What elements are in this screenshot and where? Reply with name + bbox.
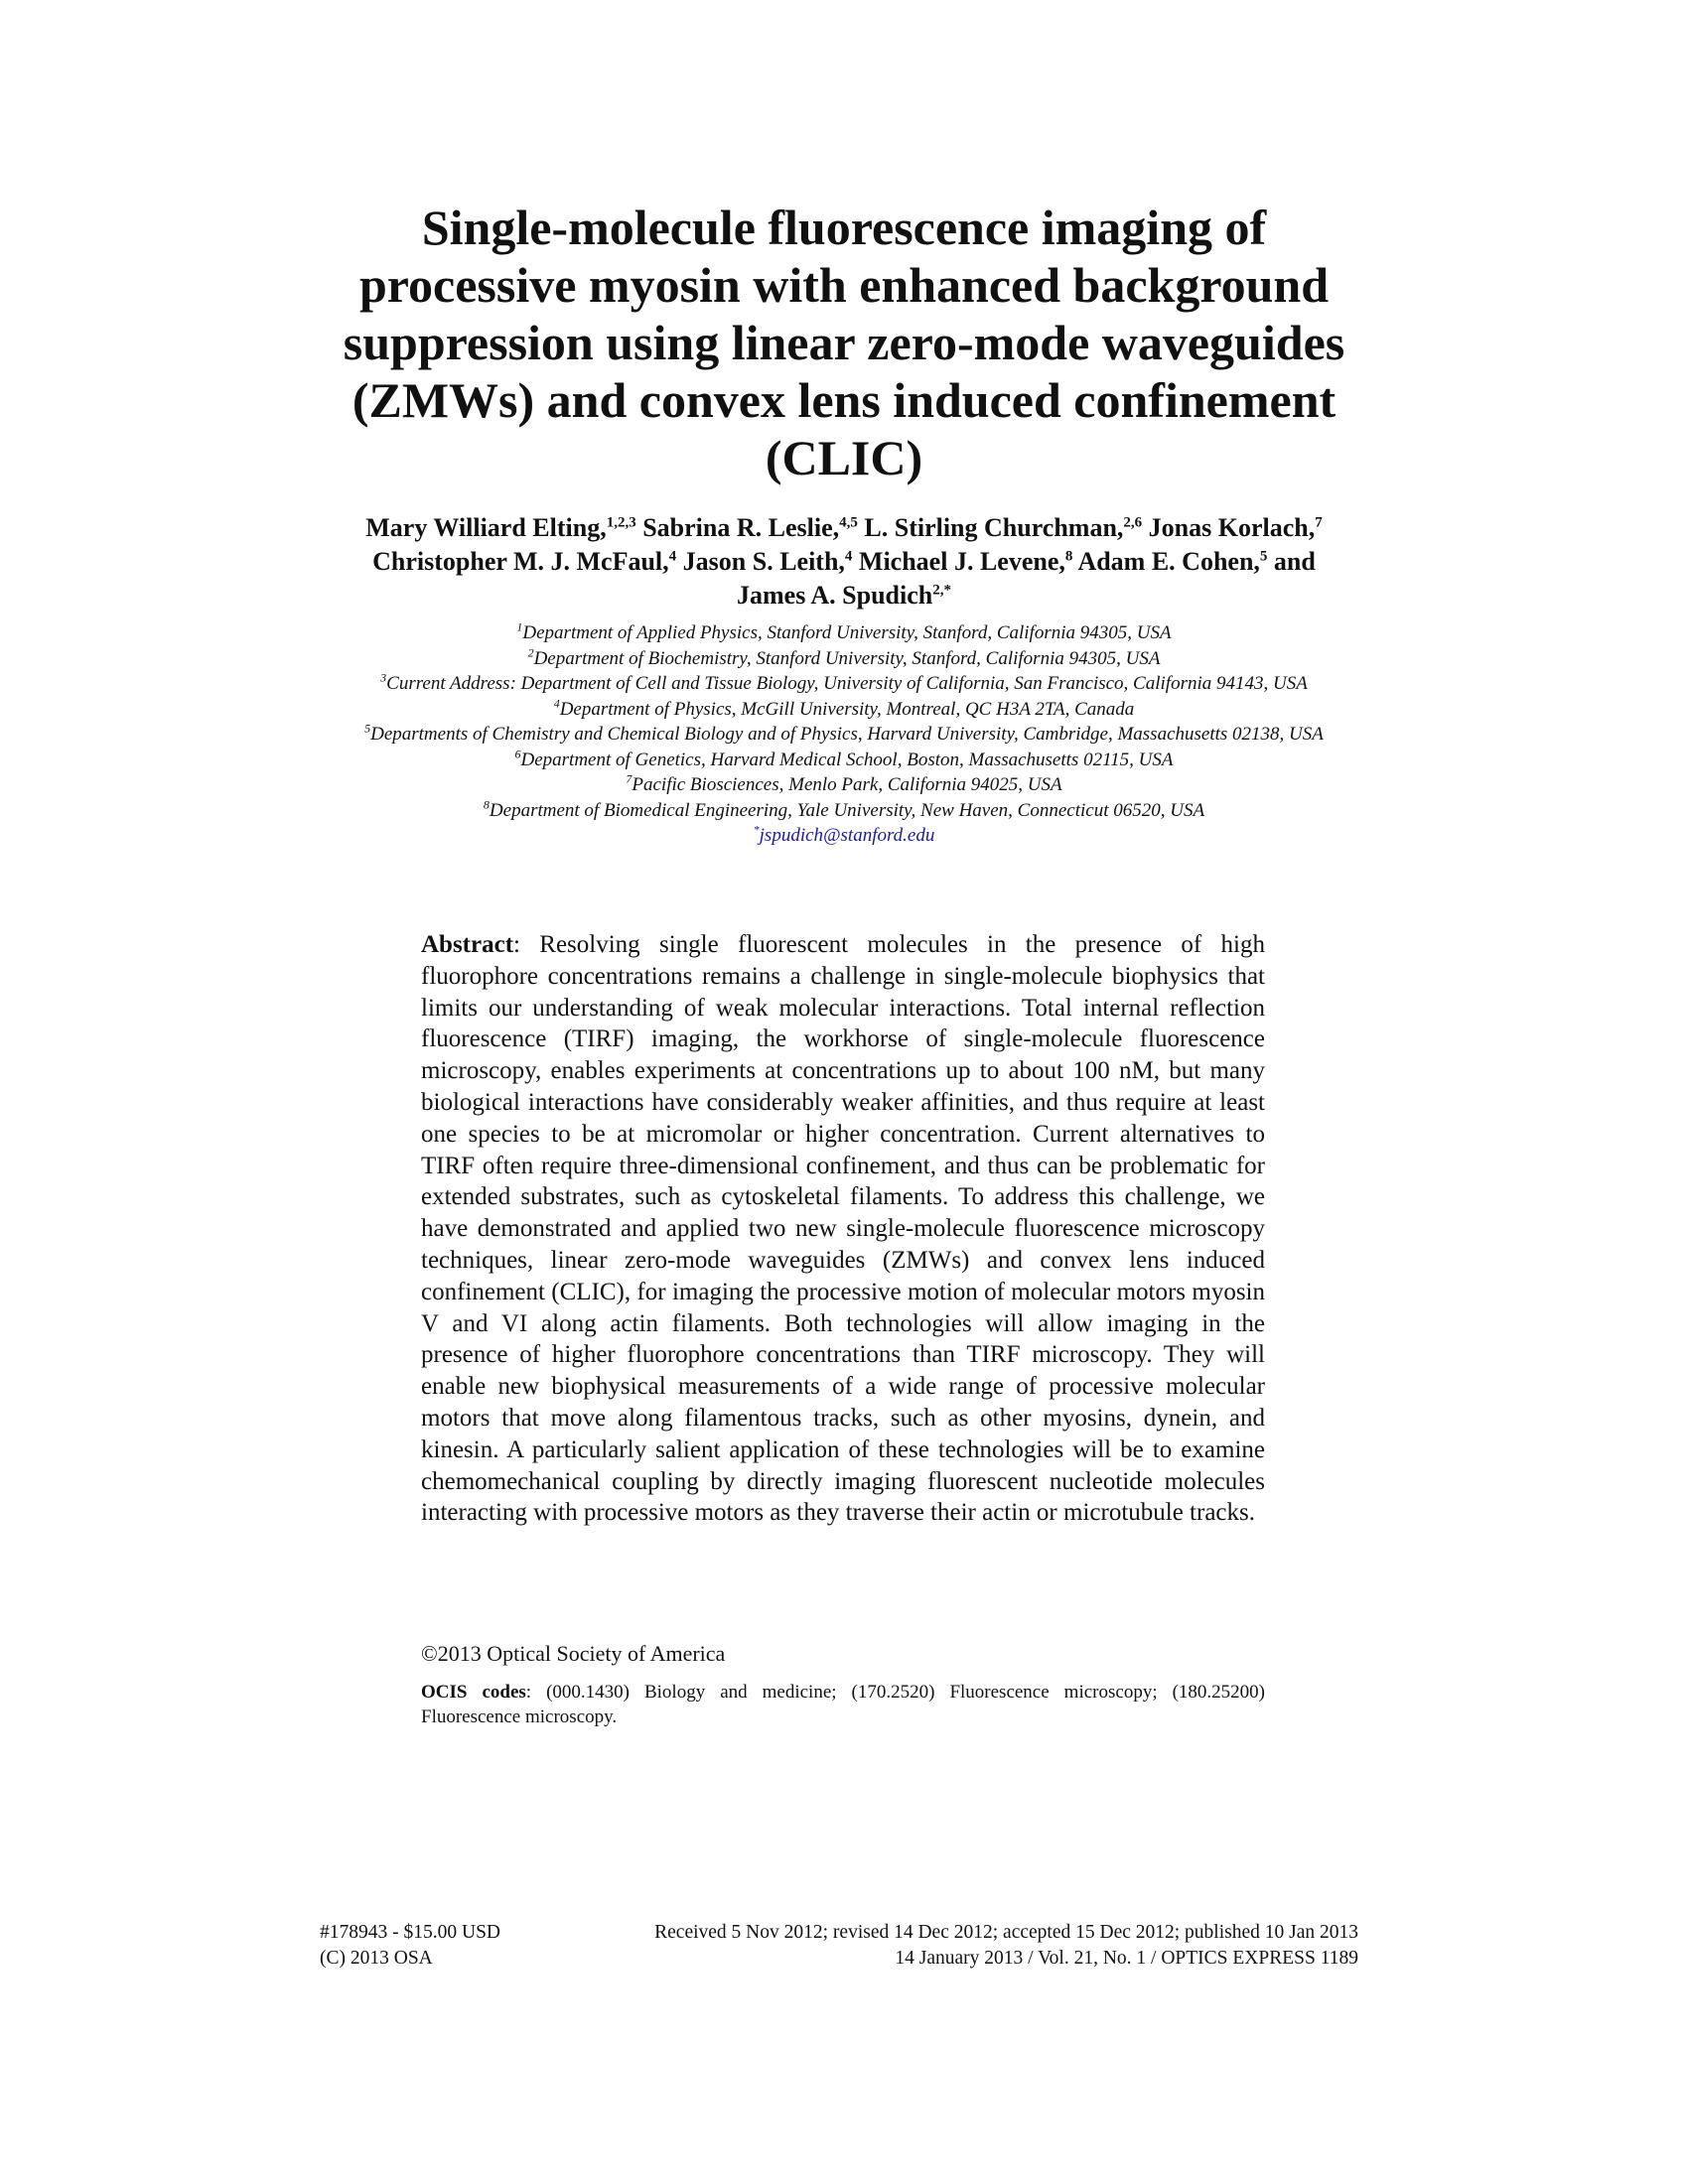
- author-name: L. Stirling Churchman,: [857, 513, 1124, 542]
- affiliation-sup: 6: [514, 747, 521, 761]
- affiliation-text: Current Address: Department of Cell and Tissue Biology, University of California, San Francisco, California 94143, USA: [386, 673, 1308, 694]
- author-sup: 5: [1259, 548, 1268, 565]
- author-sup: 4: [668, 548, 677, 565]
- ocis-label: OCIS codes: [421, 1682, 526, 1703]
- author-name: Michael J. Levene,: [852, 547, 1065, 576]
- title-line: (ZMWs) and convex lens induced confinement: [352, 372, 1336, 428]
- affiliation: [328, 772, 1360, 798]
- email: [328, 823, 1360, 849]
- author-name: Christopher M. J. McFaul,: [372, 547, 669, 576]
- affiliation-text: Department of Applied Physics, Stanford University, Stanford, California 94305, USA: [522, 622, 1172, 643]
- author-line: [298, 545, 1390, 579]
- ocis-codes: [421, 1680, 1265, 1729]
- author-conjunction: and: [1267, 547, 1316, 576]
- affiliation: [328, 748, 1360, 773]
- affiliation-sup: 5: [364, 721, 371, 736]
- affiliation-sup: 4: [553, 696, 560, 711]
- abstract-label: Abstract: [421, 931, 514, 958]
- affiliation-text: Department of Biochemistry, Stanford University, Stanford, California 94305, USA: [533, 647, 1161, 669]
- author-name: James A. Spudich: [737, 581, 933, 610]
- affiliation: [328, 798, 1360, 824]
- author-sup: 1,2,3: [606, 514, 636, 531]
- ocis-text: : (000.1430) Biology and medicine; (170.2520) Fluorescence microscopy; (180.25200) Fluorescence microscopy.: [421, 1682, 1265, 1727]
- author-name: Jonas Korlach,: [1142, 513, 1316, 542]
- author-sup: 7: [1315, 514, 1323, 531]
- affiliation-text: Department of Genetics, Harvard Medical School, Boston, Massachusetts 02115, USA: [520, 749, 1174, 770]
- affiliation: [328, 646, 1360, 672]
- author-sup: 8: [1064, 548, 1073, 565]
- article-id: #178943 - $15.00 USD: [320, 1922, 501, 1943]
- affiliation: [328, 697, 1360, 723]
- affiliation-text: Pacific Biosciences, Menlo Park, California 94025, USA: [632, 774, 1062, 795]
- title-line: Single-molecule fluorescence imaging of: [421, 200, 1267, 255]
- copyright: ©2013 Optical Society of America: [421, 1641, 726, 1666]
- publication-history: Received 5 Nov 2012; revised 14 Dec 2012; accepted 15 Dec 2012; published 10 Jan 2013: [654, 1922, 1358, 1943]
- affiliation-sup: 1: [516, 619, 523, 634]
- affiliation-sup: 8: [483, 797, 490, 812]
- title-line: suppression using linear zero-mode waveguides: [343, 315, 1345, 370]
- affiliation-sup: 3: [380, 670, 387, 685]
- affiliation-text: Departments of Chemistry and Chemical Biology and of Physics, Harvard University, Cambridge, Massachusetts 02138, USA: [370, 724, 1324, 745]
- affiliation: [328, 620, 1360, 646]
- osa-copyright: (C) 2013 OSA: [320, 1948, 433, 1969]
- author-line: [298, 511, 1390, 545]
- email-link[interactable]: jspudich@stanford.edu: [759, 825, 935, 846]
- title-line: processive myosin with enhanced background: [358, 257, 1330, 313]
- author-list: [298, 511, 1390, 613]
- author-name: Mary Williard Elting,: [365, 513, 607, 542]
- author-name: Sabrina R. Leslie,: [635, 513, 840, 542]
- affiliation-text: Department of Physics, McGill University, Montreal, QC H3A 2TA, Canada: [559, 698, 1135, 720]
- affiliation-list: [328, 620, 1360, 849]
- author-sup: 2,6: [1123, 514, 1143, 531]
- author-sup: 4,5: [839, 514, 858, 531]
- author-name: Jason S. Leith,: [676, 547, 845, 576]
- journal-citation: 14 January 2013 / Vol. 21, No. 1 / OPTICS EXPRESS 1189: [895, 1948, 1358, 1969]
- author-line: [298, 579, 1390, 613]
- title-line: (CLIC): [765, 430, 923, 485]
- author-sup: 4: [844, 548, 853, 565]
- author-name: Adam E. Cohen,: [1072, 547, 1260, 576]
- abstract: [421, 929, 1265, 1529]
- affiliation-sup: 7: [626, 771, 633, 786]
- affiliation-text: Department of Biomedical Engineering, Yale University, New Haven, Connecticut 06520, USA: [489, 799, 1205, 821]
- affiliation: [328, 671, 1360, 697]
- email-sup: *: [753, 822, 760, 837]
- abstract-text: : Resolving single fluorescent molecules in the presence of high fluorophore concentrations remains a challenge in single-molecule biophysics that limits our understanding of weak molecular interactions. Total internal reflection fluorescence (TIRF) imaging, the workhorse of single-molecule fluorescence microscopy, enables experiments at concentrations up to about 100 nM, but many biological interactions have considerably weaker affinities, and thus require at least one species to be at micromolar or higher concentration. Current alternatives to TIRF often require three-dimensional confinement, and thus can be problematic for extended substrates, such as cytoskeletal filaments. To address this challenge, we have demonstrated and applied two new single-molecule fluorescence microscopy techniques, linear zero-mode waveguides (ZMWs) and convex lens induced confinement (CLIC), for imaging the processive motion of molecular motors myosin V and VI along actin filaments. Both technologies will allow imaging in the presence of higher fluorophore concentrations than TIRF microscopy. They will enable new biophysical measurements of a wide range of processive molecular motors that move along filamentous tracks, such as other myosins, dynein, and kinesin. A particularly salient application of these technologies will be to examine chemomechanical coupling by directly imaging fluorescent nucleotide molecules interacting with processive motors as they traverse their actin or microtubule tracks.: [421, 931, 1265, 1527]
- affiliation-sup: 2: [527, 645, 534, 660]
- author-sup: 2,*: [932, 582, 951, 599]
- affiliation: [328, 722, 1360, 748]
- paper-title: [298, 199, 1390, 486]
